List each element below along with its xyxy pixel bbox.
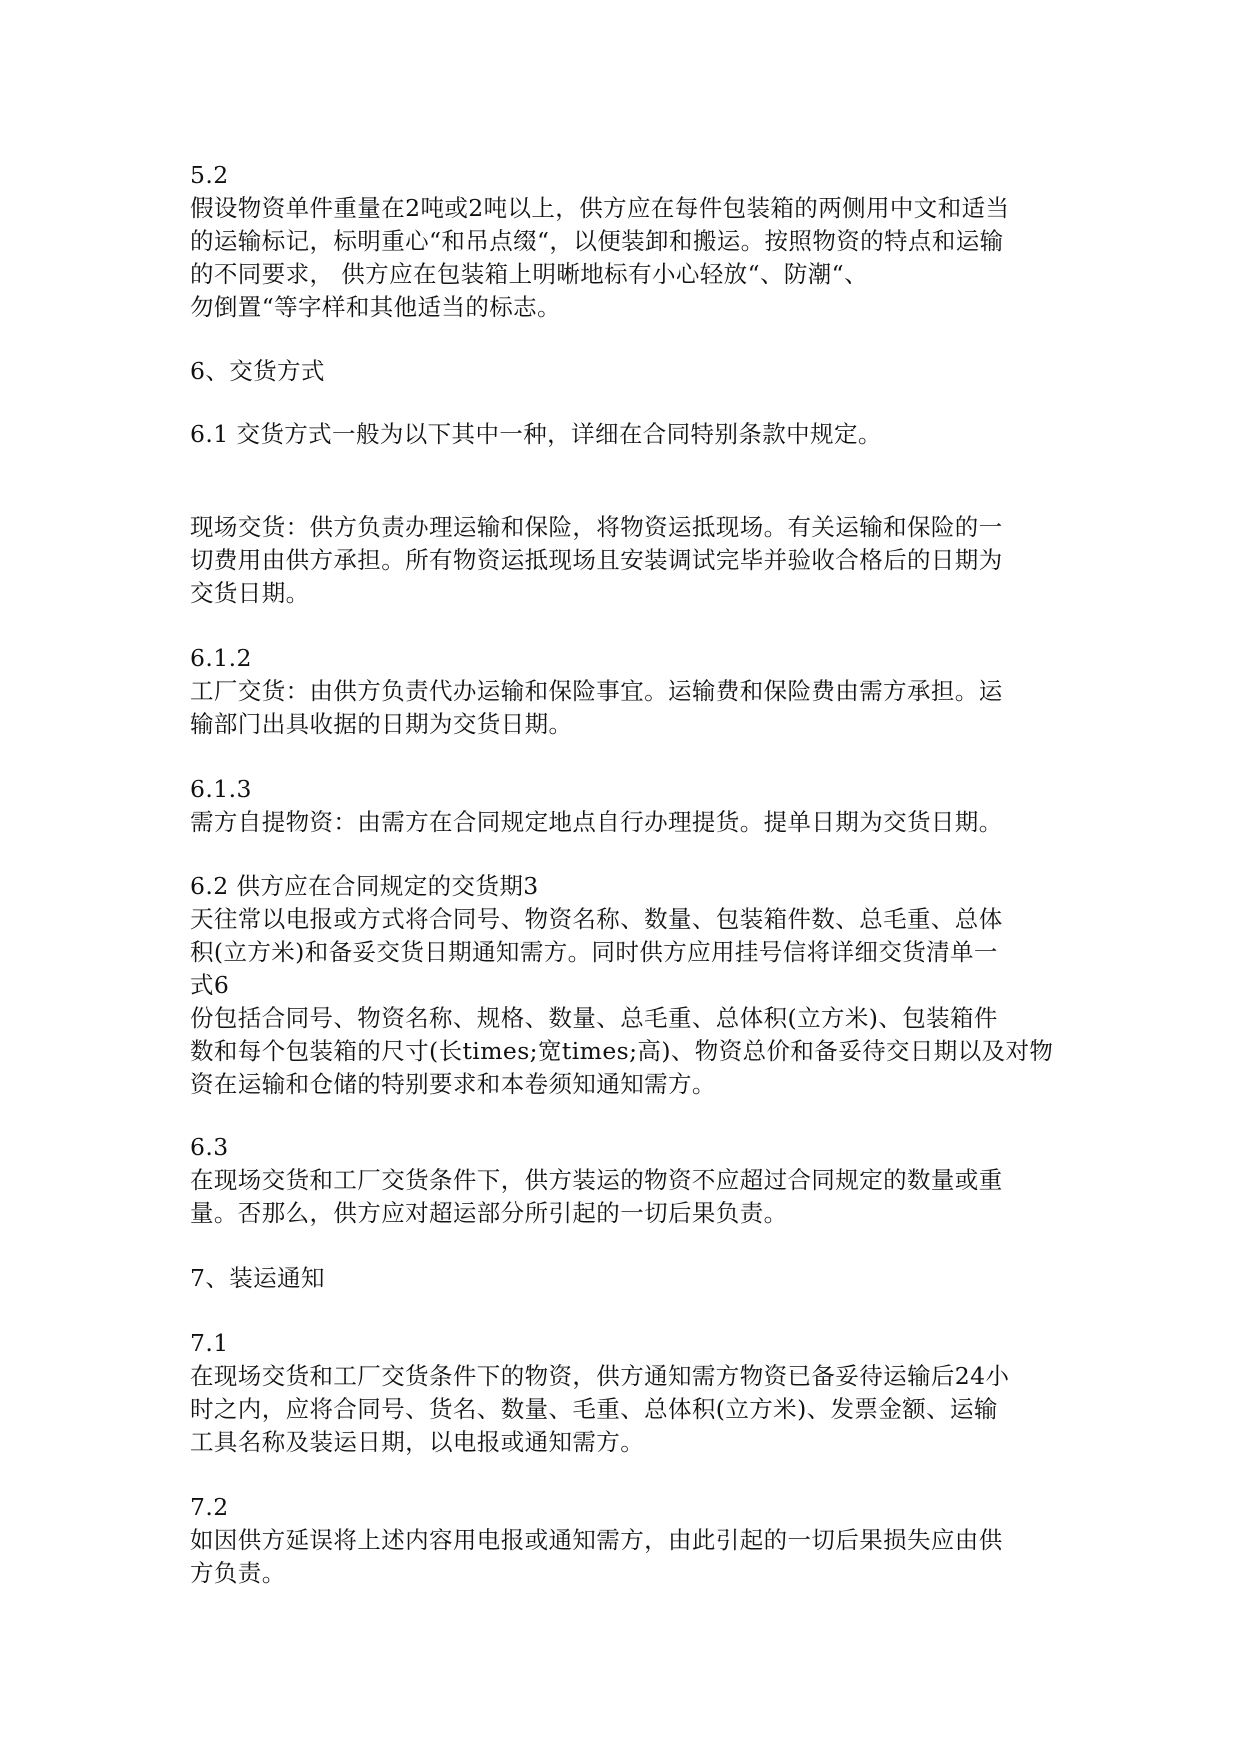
text-line: 在现场交货和工厂交货条件下，供方装运的物资不应超过合同规定的数量或重 <box>190 1166 1003 1194</box>
section-6-1-2 <box>190 642 1070 741</box>
text-line: 方负责。 <box>190 1559 286 1587</box>
text-line: 切费用由供方承担。所有物资运抵现场且安装调试完毕并验收合格后的日期为 <box>190 546 1003 574</box>
text-line: 5.2 <box>190 161 229 189</box>
section-heading: 6、交货方式 <box>190 357 325 385</box>
text-line: 积(立方米)和备妥交货日期通知需方。同时供方应用挂号信将详细交货清单一 <box>190 938 998 966</box>
text-line: 现场交货：供方负责办理运输和保险，将物资运抵现场。有关运输和保险的一 <box>190 513 1003 541</box>
heading-6 <box>190 355 1070 388</box>
text-line: 6.3 <box>190 1133 229 1161</box>
text-line: 勿倒置“等字样和其他适当的标志。 <box>190 293 561 321</box>
text-line: 如因供方延误将上述内容用电报或通知需方，由此引起的一切后果损失应由供 <box>190 1526 1003 1554</box>
section-6-1-3 <box>190 773 1070 839</box>
section-6-1 <box>190 418 1070 451</box>
section-6-2 <box>190 870 1070 1101</box>
text-line: 7.2 <box>190 1493 229 1521</box>
text-line: 输部门出具收据的日期为交货日期。 <box>190 710 573 738</box>
section-7-2 <box>190 1491 1070 1590</box>
text-line: 6.2 供方应在合同规定的交货期3 <box>190 872 539 900</box>
heading-7 <box>190 1262 1070 1295</box>
text-line: 时之内，应将合同号、货名、数量、毛重、总体积(立方米)、发票金额、运输 <box>190 1395 998 1423</box>
text-line: 7.1 <box>190 1329 229 1357</box>
text-line: 份包括合同号、物资名称、规格、数量、总毛重、总体积(立方米)、包装箱件 <box>190 1004 998 1032</box>
text-line: 6.1.3 <box>190 775 252 803</box>
text-line: 工具名称及装运日期，以电报或通知需方。 <box>190 1428 645 1456</box>
text-line: 数和每个包装箱的尺寸(长times;宽times;高)、物资总价和备妥待交日期以及对物 <box>190 1037 1054 1065</box>
text-line: 的运输标记，标明重心“和吊点缀“，以便装卸和搬运。按照物资的特点和运输 <box>190 227 1004 255</box>
text-line: 式6 <box>190 971 230 999</box>
text-line: 的不同要求， 供方应在包装箱上明晰地标有小心轻放“、防潮“、 <box>190 260 868 288</box>
text-line: 天往常以电报或方式将合同号、物资名称、数量、包装箱件数、总毛重、总体 <box>190 905 1003 933</box>
section-5-2 <box>190 159 1070 324</box>
text-line: 在现场交货和工厂交货条件下的物资，供方通知需方物资已备妥待运输后24小 <box>190 1362 1010 1390</box>
section-onsite-delivery <box>190 511 1070 610</box>
text-line: 6.1.2 <box>190 644 252 672</box>
text-line: 交货日期。 <box>190 579 310 607</box>
text-line: 6.1 交货方式一般为以下其中一种，详细在合同特别条款中规定。 <box>190 420 882 448</box>
text-line: 假设物资单件重量在2吨或2吨以上，供方应在每件包装箱的两侧用中文和适当 <box>190 194 1010 222</box>
section-6-3 <box>190 1131 1070 1230</box>
text-line: 量。否那么，供方应对超运部分所引起的一切后果负责。 <box>190 1199 788 1227</box>
text-line: 资在运输和仓储的特别要求和本卷须知通知需方。 <box>190 1070 716 1098</box>
text-line: 需方自提物资：由需方在合同规定地点自行办理提货。提单日期为交货日期。 <box>190 808 1003 836</box>
text-line: 工厂交货：由供方负责代办运输和保险事宜。运输费和保险费由需方承担。运 <box>190 677 1003 705</box>
section-heading: 7、装运通知 <box>190 1264 325 1292</box>
section-7-1 <box>190 1327 1070 1459</box>
